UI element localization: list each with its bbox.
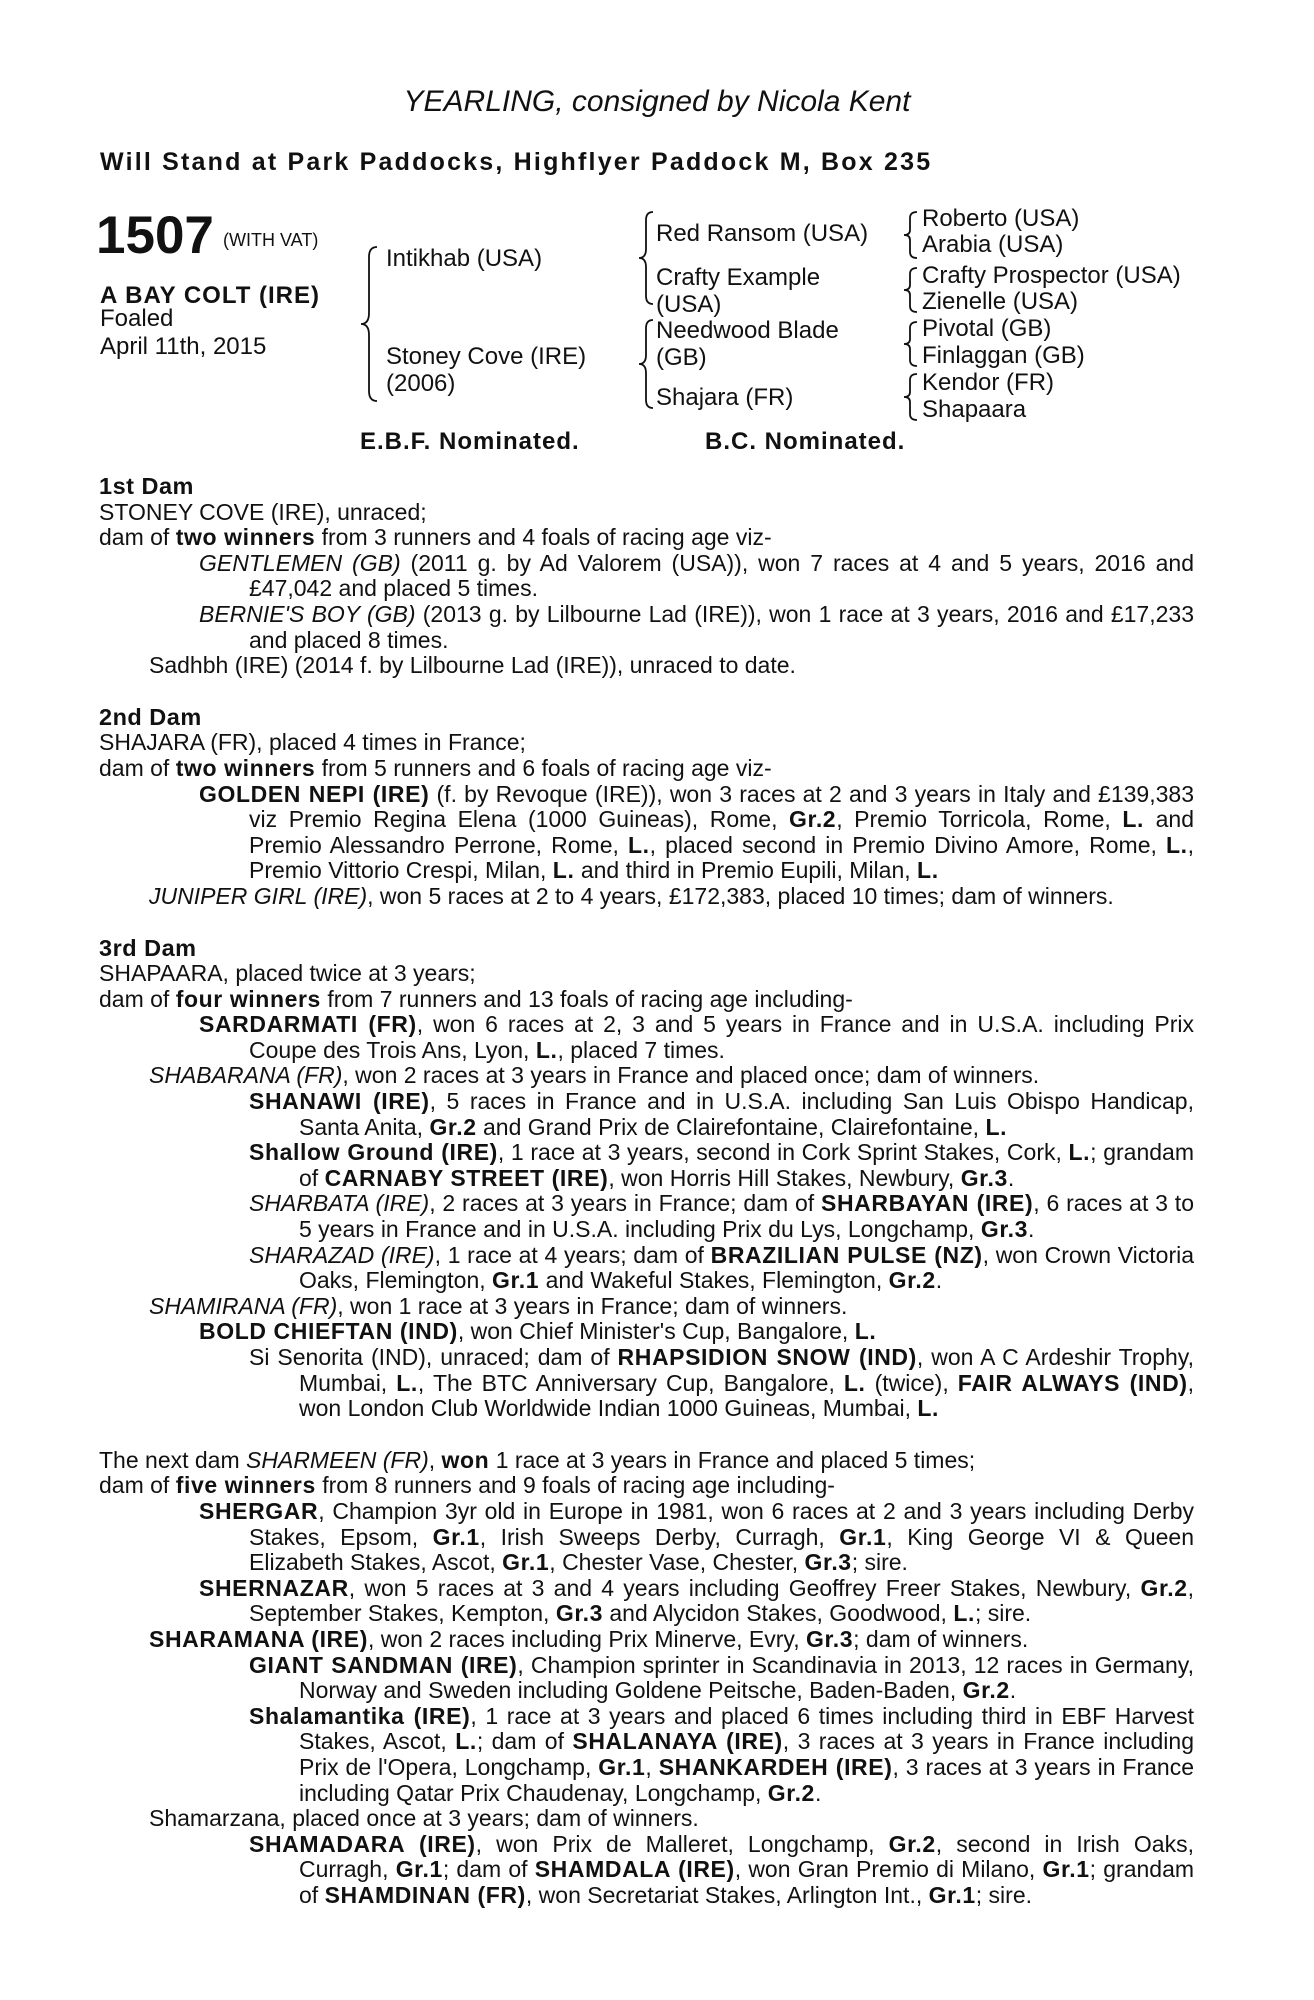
third-dam-heading: 3rd Dam <box>99 934 197 961</box>
list-item: BOLD CHIEFTAN (IND), won Chief Minister's Cup, Bangalore, L. <box>199 1318 877 1345</box>
pedigree-bracket-g34 <box>897 266 921 314</box>
list-item: GOLDEN NEPI (IRE) (f. by Revoque (IRE)), won 3 races at 2 and 3 years in Italy and £139,383 viz Premio Regina Elena (1000 Guineas), Rome, Gr.2, Premio Torricola, Rome, L. and Premio Alessandro Perrone, Rome, L., placed second in Premio Divino Amore, Rome, L., Premio Vittorio Crespi, Milan, L. and third in Premio Eupili, Milan, L. <box>199 780 1195 884</box>
next-dam-summary: dam of five winners from 8 runners and 9 foals of racing age including- <box>99 1472 835 1499</box>
list-item: SHAMIRANA (FR), won 1 race at 3 years in France; dam of winners. <box>149 1292 848 1319</box>
third-dam-line: SHAPAARA, placed twice at 3 years; <box>99 960 476 987</box>
list-item: Shallow Ground (IRE), 1 race at 3 years, second in Cork Sprint Stakes, Cork, L.; grandam of CARNABY STREET (IRE), won Horris Hill Stakes, Newbury, Gr.3. <box>249 1139 1194 1191</box>
pedigree-dam-dam: Shajara (FR) <box>656 384 794 411</box>
foaled-label: Foaled <box>100 305 174 332</box>
first-dam-summary: dam of two winners from 3 runners and 4 foals of racing age viz- <box>99 524 772 551</box>
pedigree-gen3-2: Arabia (USA) <box>922 231 1064 258</box>
second-dam-heading: 2nd Dam <box>99 703 202 730</box>
list-item: SHERNAZAR, won 5 races at 3 and 4 years including Geoffrey Freer Stakes, Newbury, Gr.2, September Stakes, Kempton, Gr.3 and Alycidon Stakes, Goodwood, L.; sire. <box>199 1574 1194 1627</box>
list-item: Shamarzana, placed once at 3 years; dam of winners. <box>149 1805 699 1832</box>
pedigree-bracket-dam <box>631 318 657 410</box>
pedigree-dam-year: (2006) <box>386 370 456 397</box>
second-dam-line: SHAJARA (FR), placed 4 times in France; <box>99 729 526 756</box>
page-title: YEARLING, consigned by Nicola Kent <box>403 85 911 118</box>
list-item: SHAMADARA (IRE), won Prix de Malleret, Longchamp, Gr.2, second in Irish Oaks, Curragh, Gr.1; dam of SHAMDALA (IRE), won Gran Premio di Milano, Gr.1; grandam of SHAMDINAN (FR), won Secretariat Stakes, Arlington Int., Gr.1; sire. <box>249 1830 1195 1908</box>
list-item: Sadhbh (IRE) (2014 f. by Lilbourne Lad (IRE)), unraced to date. <box>149 652 796 679</box>
pedigree-bracket-main <box>352 245 382 403</box>
list-item: SHERGAR, Champion 3yr old in Europe in 1981, won 6 races at 2 and 3 years including Derby Stakes, Epsom, Gr.1, Irish Sweeps Derby, Curragh, Gr.1, King George VI & Queen Elizabeth Stakes, Ascot, Gr.1, Chester Vase, Chester, Gr.3; sire. <box>199 1497 1194 1576</box>
pedigree-sire-dam: Crafty Example <box>656 264 821 291</box>
list-item: SHARBATA (IRE), 2 races at 3 years in France; dam of SHARBAYAN (IRE), 6 races at 3 to 5 years in France and in U.S.A. including Prix du Lys, Longchamp, Gr.3. <box>249 1190 1194 1243</box>
pedigree-bracket-g56 <box>897 320 921 368</box>
produce-record <box>99 474 1194 1908</box>
ebf-nominated: E.B.F. Nominated. <box>360 428 580 455</box>
list-item: SHARAMANA (IRE), won 2 races including Prix Minerve, Evry, Gr.3; dam of winners. <box>149 1625 1029 1652</box>
pedigree-sire-dam-country: (USA) <box>656 291 722 318</box>
list-item: SHARAZAD (IRE), 1 race at 4 years; dam of BRAZILIAN PULSE (NZ), won Crown Victoria Oaks, Flemington, Gr.1 and Wakeful Stakes, Flemington, Gr.2. <box>249 1241 1195 1294</box>
pedigree-gen3-1: Roberto (USA) <box>922 205 1080 232</box>
second-dam-summary: dam of two winners from 5 runners and 6 foals of racing age viz- <box>99 754 772 781</box>
list-item: JUNIPER GIRL (IRE), won 5 races at 2 to 4 years, £172,383, placed 10 times; dam of winners. <box>149 882 1114 909</box>
list-item: SHABARANA (FR), won 2 races at 3 years in France and placed once; dam of winners. <box>149 1062 1040 1089</box>
pedigree-sire: Intikhab (USA) <box>386 245 543 272</box>
pedigree-gen3-6: Finlaggan (GB) <box>922 342 1085 369</box>
third-dam-summary: dam of four winners from 7 runners and 13 foals of racing age including- <box>99 985 853 1012</box>
pedigree-bracket-g78 <box>897 372 921 422</box>
list-item: Si Senorita (IND), unraced; dam of RHAPSIDION SNOW (IND), won A C Ardeshir Trophy, Mumbai, L., The BTC Anniversary Cup, Bangalore, L. (twice), FAIR ALWAYS (IND), won London Club Worldwide Indian 1000 Guineas, Mumbai, L. <box>249 1344 1194 1422</box>
list-item: BERNIE'S BOY (GB) (2013 g. by Lilbourne Lad (IRE)), won 1 race at 3 years, 2016 and £17,233 and placed 8 times. <box>199 600 1194 653</box>
pedigree-gen3-8: Shapaara <box>922 396 1027 423</box>
first-dam-line: STONEY COVE (IRE), unraced; <box>99 498 427 525</box>
next-dam-line: The next dam SHARMEEN (FR), won 1 race at 3 years in France and placed 5 times; <box>99 1446 976 1473</box>
foaled-date: April 11th, 2015 <box>100 333 267 360</box>
pedigree-bracket-sire <box>631 210 657 306</box>
list-item: SHANAWI (IRE), 5 races in France and in U.S.A. including San Luis Obispo Handicap, Santa Anita, Gr.2 and Grand Prix de Clairefontaine, Clairefontaine, L. <box>249 1088 1194 1140</box>
lot-description: A BAY COLT (IRE) <box>100 282 321 309</box>
pedigree-dam-name: Stoney Cove (IRE) <box>386 343 587 370</box>
pedigree-gen3-7: Kendor (FR) <box>922 369 1055 396</box>
pedigree-sire-sire: Red Ransom (USA) <box>656 220 869 247</box>
pedigree-gen3-4: Zienelle (USA) <box>922 288 1079 315</box>
stand-location: Will Stand at Park Paddocks, Highflyer Paddock M, Box 235 <box>100 148 933 176</box>
lot-number: 1507 <box>96 206 214 265</box>
list-item: GIANT SANDMAN (IRE), Champion sprinter in Scandinavia in 2013, 12 races in Germany, Norway and Sweden including Goldene Peitsche, Baden-Baden, Gr.2. <box>249 1651 1194 1704</box>
list-item: Shalamantika (IRE), 1 race at 3 years and placed 6 times including third in EBF Harvest Stakes, Ascot, L.; dam of SHALANAYA (IRE), 3 races at 3 years in France including Prix de l'Opera, Longchamp, Gr.1, SHANKARDEH (IRE), 3 races at 3 years in France including Qatar Prix Chaudenay, Longchamp, Gr.2. <box>249 1702 1194 1806</box>
bc-nominated: B.C. Nominated. <box>705 428 906 455</box>
pedigree-dam-sire-country: (GB) <box>656 344 707 371</box>
pedigree-bracket-g12 <box>897 210 921 260</box>
first-dam-heading: 1st Dam <box>99 473 194 499</box>
vat-note: (WITH VAT) <box>223 230 319 250</box>
pedigree-gen3-5: Pivotal (GB) <box>922 315 1052 342</box>
pedigree-dam-sire: Needwood Blade <box>656 317 839 344</box>
pedigree-gen3-3: Crafty Prospector (USA) <box>922 262 1181 289</box>
list-item: SARDARMATI (FR), won 6 races at 2, 3 and 5 years in France and in U.S.A. including Prix Coupe des Trois Ans, Lyon, L., placed 7 times. <box>199 1011 1194 1063</box>
list-item: GENTLEMEN (GB) (2011 g. by Ad Valorem (USA)), won 7 races at 4 and 5 years, 2016 and £47,042 and placed 5 times. <box>199 549 1194 602</box>
